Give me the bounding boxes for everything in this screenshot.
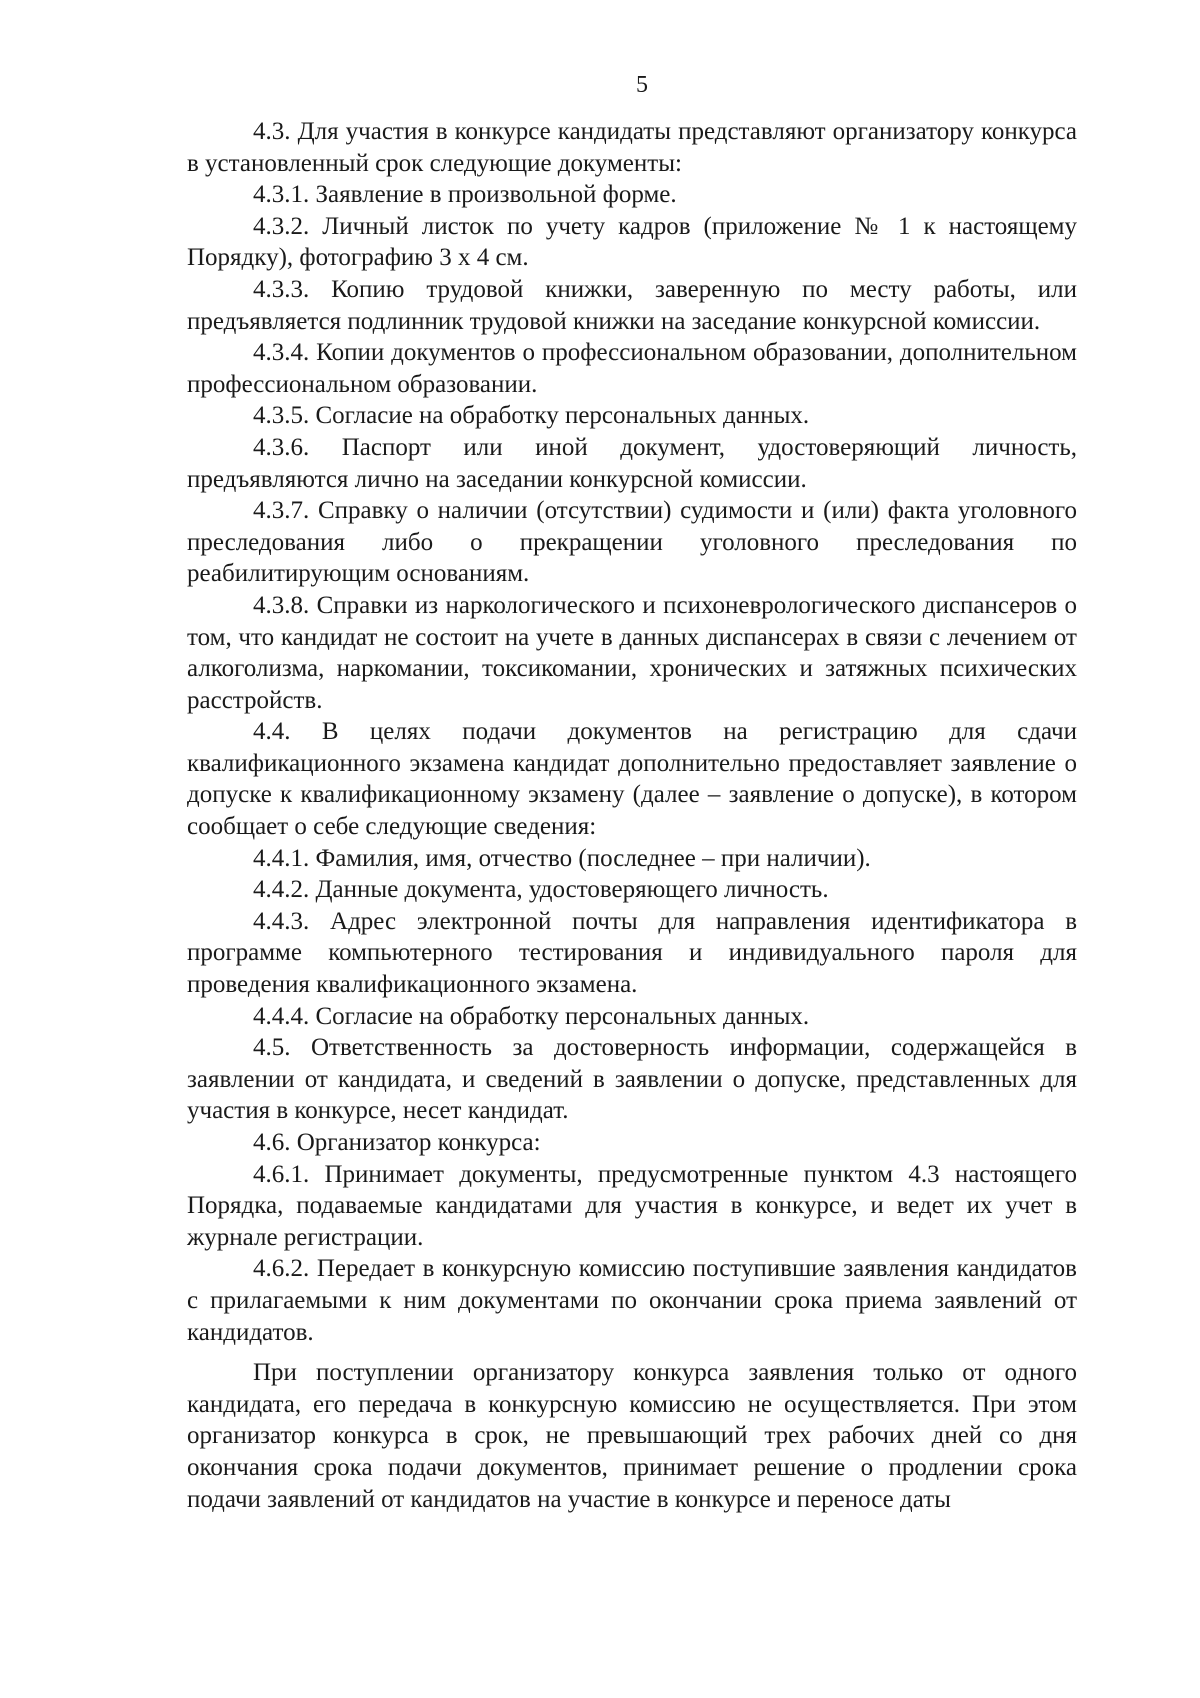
document-body bbox=[187, 116, 1077, 1515]
paragraph-single-candidate: При поступлении организатору конкурса заявления только от одного кандидата, его передача в конкурсную комиссию не осуществляется. При этом организатор конкурса в срок, не превышающий трех рабочих дней со дня окончания срока подачи документов, принимает решение о продлении срока подачи заявлений от кандидатов на участие в конкурсе и переносе даты bbox=[187, 1359, 1077, 1513]
paragraph-4-3-3: 4.3.3. Копию трудовой книжки, заверенную по месту работы, или предъявляется подлинник трудовой книжки на заседание конкурсной комиссии. bbox=[187, 275, 1077, 335]
paragraph-4-3-7: 4.3.7. Справку о наличии (отсутствии) судимости и (или) факта уголовного преследования либо о прекращении уголовного преследования по реабилитирующим основаниям. bbox=[187, 497, 1077, 588]
paragraph-4-3: 4.3. Для участия в конкурсе кандидаты представляют организатору конкурса в установленный срок следующие документы: bbox=[187, 118, 1077, 177]
paragraph-4-3-5: 4.3.5. Согласие на обработку персональных данных. bbox=[253, 402, 810, 430]
paragraph-4-4-2: 4.4.2. Данные документа, удостоверяющего личность. bbox=[253, 876, 829, 904]
paragraph-4-6: 4.6. Организатор конкурса: bbox=[253, 1129, 541, 1156]
paragraph-4-6-1: 4.6.1. Принимает документы, предусмотренные пунктом 4.3 настоящего Порядка, подаваемые кандидатами для участия в конкурсе, и ведет их учет в журнале регистрации. bbox=[187, 1160, 1077, 1251]
paragraph-4-6-2: 4.6.2. Передает в конкурсную комиссию поступившие заявления кандидатов с прилагаемыми к ним документами по окончании срока приема заявлений от кандидатов. bbox=[187, 1255, 1077, 1346]
paragraph-4-4-3: 4.4.3. Адрес электронной почты для направления идентификатора в программе компьютерного тестирования и индивидуального пароля для проведения квалификационного экзамена. bbox=[187, 907, 1077, 999]
paragraph-4-3-8: 4.3.8. Справки из наркологического и психоневрологического диспансеров о том, что кандидат не состоит на учете в данных диспансерах в связи с лечением от алкоголизма, наркомании, токсикомании, хронических и затяжных психических расстройств. bbox=[187, 591, 1077, 714]
paragraph-4-4-1: 4.4.1. Фамилия, имя, отчество (последнее – при наличии). bbox=[253, 844, 871, 872]
paragraph-4-4: 4.4. В целях подачи документов на регистрацию для сдачи квалификационного экзамена кандидат дополнительно предоставляет заявление о допуске к квалификационному экзамену (далее – заявление о допуске), в котором сообщает о себе следующие сведения: bbox=[187, 718, 1077, 841]
paragraph-4-4-4: 4.4.4. Согласие на обработку персональных данных. bbox=[253, 1002, 810, 1030]
page-number: 5 bbox=[636, 72, 648, 98]
paragraph-4-3-4: 4.3.4. Копии документов о профессиональном образовании, дополнительном профессиональном образовании. bbox=[187, 339, 1077, 398]
paragraph-4-3-6: 4.3.6. Паспорт или иной документ, удостоверяющий личность, предъявляются лично на заседании конкурсной комиссии. bbox=[187, 433, 1077, 493]
paragraph-4-3-1: 4.3.1. Заявление в произвольной форме. bbox=[253, 181, 677, 209]
paragraph-4-5: 4.5. Ответственность за достоверность информации, содержащейся в заявлении от кандидата, и сведений в заявлении о допуске, представленных для участия в конкурсе, несет кандидат. bbox=[187, 1034, 1077, 1125]
paragraph-4-3-2: 4.3.2. Личный листок по учету кадров (приложение № 1 к настоящему Порядку), фотографию 3 х 4 см. bbox=[187, 212, 1077, 272]
